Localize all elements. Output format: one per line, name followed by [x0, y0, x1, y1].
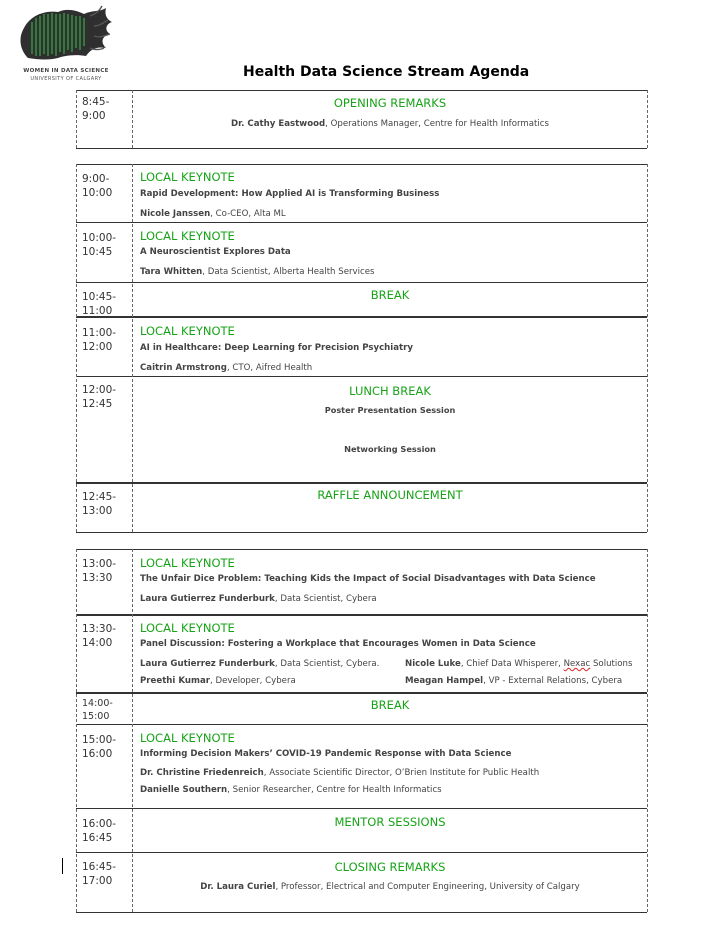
speaker-role: , Professor, Electrical and Computer Engineering, University of Calgary: [275, 882, 580, 892]
talk-title: Rapid Development: How Applied AI is Transforming Business: [140, 189, 440, 199]
rule: [76, 912, 647, 913]
time-start: 15:00-: [82, 734, 117, 746]
time-start: 8:45-: [82, 96, 110, 108]
speaker-name: Dr. Cathy Eastwood: [231, 119, 326, 129]
spellcheck-word: Nexac: [563, 659, 591, 669]
border: [76, 164, 77, 532]
time-start: 14:00-: [82, 698, 113, 709]
rule: [76, 482, 647, 484]
logo-head-graphic: [14, 4, 118, 66]
session-title: LUNCH BREAK: [349, 384, 431, 398]
time-start: 16:45-: [82, 861, 117, 873]
rule: [76, 724, 647, 725]
rule: [76, 316, 647, 318]
speaker-name: Tara Whitten: [140, 267, 203, 277]
session-heading: LOCAL KEYNOTE: [140, 170, 235, 184]
time-slot: [82, 290, 130, 318]
time-end: 13:00: [82, 505, 113, 517]
logo: [14, 4, 118, 88]
rule: [76, 549, 647, 550]
time-start: 10:00-: [82, 232, 117, 244]
time-start: 12:45-: [82, 491, 117, 503]
time-slot: [82, 172, 130, 200]
speaker-role: , VP - External Relations, Cybera: [483, 676, 623, 686]
session-title: MENTOR SESSIONS: [334, 815, 446, 829]
talk-title: The Unfair Dice Problem: Teaching Kids the Impact of Social Disadvantages with Data Science: [140, 574, 596, 584]
speaker-role: , Data Scientist, Cybera: [274, 594, 377, 604]
speaker-line: [140, 784, 442, 796]
time-slot: [82, 231, 130, 259]
speaker-line: [133, 881, 647, 893]
speaker-name: Nicole Janssen: [140, 209, 211, 219]
speaker-line: [140, 208, 286, 220]
time-slot: [82, 817, 130, 845]
rule: [76, 852, 647, 853]
speaker-line: [133, 118, 647, 130]
speaker-role: , Data Scientist, Alberta Health Services: [202, 267, 375, 277]
rule: [76, 692, 647, 694]
time-end: 9:00: [82, 110, 106, 122]
speaker-line: [140, 362, 312, 374]
time-start: 13:30-: [82, 623, 117, 635]
speaker-name: Dr. Christine Friedenreich: [140, 768, 264, 778]
border: [647, 549, 648, 912]
time-end: 16:45: [82, 832, 113, 844]
time-slot: [82, 860, 130, 888]
time-slot: [82, 622, 130, 650]
speaker-name: Nicole Luke: [405, 659, 461, 669]
speaker-role: , Senior Researcher, Centre for Health Informatics: [227, 785, 442, 795]
speaker-name: Caitrin Armstrong: [140, 363, 227, 373]
session-heading: LOCAL KEYNOTE: [140, 229, 235, 243]
rule: [76, 222, 647, 223]
panelist: [140, 658, 379, 670]
rule: [76, 808, 647, 809]
session-title: OPENING REMARKS: [333, 96, 447, 110]
time-start: 11:00-: [82, 327, 117, 339]
session-heading: LOCAL KEYNOTE: [140, 621, 235, 635]
speaker-role: , Data Scientist, Cybera.: [274, 659, 380, 669]
logo-line-2: UNIVERSITY OF CALGARY: [30, 76, 102, 82]
border: [132, 164, 133, 532]
talk-title: A Neuroscientist Explores Data: [140, 247, 291, 257]
border: [647, 164, 648, 532]
speaker-role: , Operations Manager, Centre for Health Informatics: [325, 119, 549, 129]
session-title: BREAK: [370, 288, 410, 302]
time-slot: [82, 733, 130, 761]
panelist: [405, 658, 632, 670]
time-end: 12:00: [82, 341, 113, 353]
logo-line-1: WOMEN IN DATA SCIENCE: [23, 68, 109, 74]
time-slot: [82, 326, 130, 354]
speaker-name: Danielle Southern: [140, 785, 228, 795]
time-slot: [82, 697, 130, 723]
border: [76, 549, 77, 912]
page-title: Health Data Science Stream Agenda: [243, 64, 530, 80]
time-end: 11:00: [82, 305, 113, 317]
speaker-name: Meagan Hampel: [405, 676, 484, 686]
time-end: 17:00: [82, 875, 113, 887]
lunch-sub-session: Networking Session: [344, 444, 436, 454]
speaker-line: [140, 767, 539, 779]
panelist: [405, 675, 622, 687]
time-start: 13:00-: [82, 558, 117, 570]
session-heading: LOCAL KEYNOTE: [140, 731, 235, 745]
time-start: 16:00-: [82, 818, 117, 830]
rule: [76, 282, 647, 283]
time-slot: [82, 557, 130, 585]
border: [647, 90, 648, 148]
speaker-role: , Developer, Cybera: [209, 676, 296, 686]
session-heading: LOCAL KEYNOTE: [140, 556, 235, 570]
speaker-role: , Co-CEO, Alta ML: [210, 209, 286, 219]
rule: [76, 90, 647, 91]
speaker-role: , Associate Scientific Director, O’Brien Institute for Public Health: [263, 768, 540, 778]
time-slot: [82, 383, 130, 411]
time-start: 9:00-: [82, 173, 110, 185]
time-start: 10:45-: [82, 291, 117, 303]
speaker-name: Laura Gutierrez Funderburk: [140, 659, 275, 669]
time-slot: [82, 490, 130, 518]
time-end: 16:00: [82, 748, 113, 760]
speaker-line: [140, 593, 377, 605]
rule: [76, 164, 647, 165]
panelist: [140, 675, 296, 687]
time-end: 14:00: [82, 637, 113, 649]
speaker-line: [140, 266, 374, 278]
time-end: 10:45: [82, 246, 113, 258]
speaker-name: Dr. Laura Curiel: [200, 882, 276, 892]
session-title: RAFFLE ANNOUNCEMENT: [317, 488, 463, 502]
session-heading: LOCAL KEYNOTE: [140, 324, 235, 338]
text-cursor: [62, 858, 63, 874]
time-slot: [82, 95, 130, 123]
time-end: 13:30: [82, 572, 113, 584]
time-end: 15:00: [82, 711, 110, 722]
time-end: 10:00: [82, 187, 113, 199]
talk-title: AI in Healthcare: Deep Learning for Precision Psychiatry: [140, 343, 413, 353]
lunch-sub-session: Poster Presentation Session: [324, 405, 456, 415]
session-title: BREAK: [370, 698, 410, 712]
speaker-role: , CTO, Aifred Health: [226, 363, 313, 373]
rule: [76, 148, 647, 149]
session-title: CLOSING REMARKS: [334, 860, 446, 874]
time-end: 12:45: [82, 398, 113, 410]
rule: [76, 376, 647, 377]
border: [132, 549, 133, 912]
border: [76, 90, 77, 148]
speaker-role: , Chief Data Whisperer,: [460, 659, 564, 669]
speaker-name: Preethi Kumar: [140, 676, 210, 686]
speaker-role: Solutions: [590, 659, 633, 669]
talk-title: Informing Decision Makers’ COVID-19 Pandemic Response with Data Science: [140, 749, 512, 759]
talk-title: Panel Discussion: Fostering a Workplace that Encourages Women in Data Science: [140, 639, 536, 649]
rule: [76, 532, 647, 533]
time-start: 12:00-: [82, 384, 117, 396]
rule: [76, 614, 647, 616]
speaker-name: Laura Gutierrez Funderburk: [140, 594, 275, 604]
